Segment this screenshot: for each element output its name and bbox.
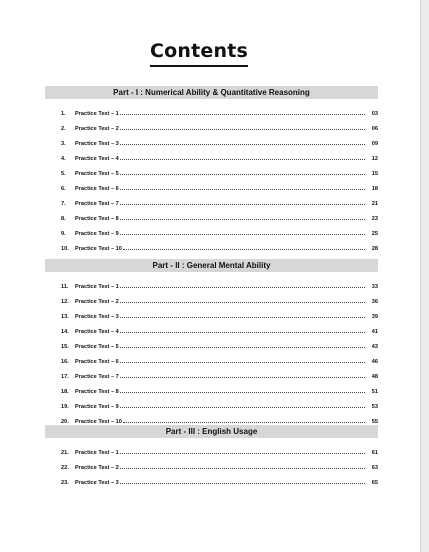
toc-entry[interactable] <box>45 456 378 471</box>
toc-entry[interactable] <box>45 132 378 147</box>
entry-label: Practice Test – 5 <box>75 171 119 177</box>
toc-entry[interactable] <box>45 335 378 350</box>
toc-entry[interactable] <box>45 237 378 252</box>
dot-leader <box>120 219 365 220</box>
entry-number: 13. <box>61 314 69 320</box>
entry-label: Practice Test – 6 <box>75 359 119 365</box>
toc-entry[interactable] <box>45 162 378 177</box>
entry-number: 12. <box>61 299 69 305</box>
toc-entry[interactable] <box>45 177 378 192</box>
entry-number: 9. <box>61 231 66 237</box>
dot-leader <box>120 317 365 318</box>
entry-page: 28 <box>371 246 378 252</box>
dot-leader <box>120 468 365 469</box>
part-3-section <box>45 425 378 486</box>
entry-page: 53 <box>371 404 378 410</box>
entry-page: 09 <box>371 141 378 147</box>
toc-entry[interactable] <box>45 365 378 380</box>
entry-number: 22. <box>61 465 69 471</box>
toc-entry[interactable] <box>45 380 378 395</box>
dot-leader <box>120 377 365 378</box>
dot-leader <box>123 249 365 250</box>
entry-page: 15 <box>371 171 378 177</box>
title-wrapper <box>0 40 398 67</box>
dot-leader <box>120 362 365 363</box>
entry-number: 18. <box>61 389 69 395</box>
entry-page: 65 <box>371 480 378 486</box>
entry-label: Practice Test – 1 <box>75 450 119 456</box>
dot-leader <box>120 453 365 454</box>
toc-entry[interactable] <box>45 275 378 290</box>
entry-page: 23 <box>371 216 378 222</box>
toc-entry[interactable] <box>45 471 378 486</box>
entry-label: Practice Test – 4 <box>75 329 119 335</box>
dot-leader <box>120 347 365 348</box>
dot-leader <box>120 159 365 160</box>
entry-number: 17. <box>61 374 69 380</box>
entry-number: 1. <box>61 111 66 117</box>
toc-entry[interactable] <box>45 290 378 305</box>
dot-leader <box>120 332 365 333</box>
toc-entry[interactable] <box>45 222 378 237</box>
toc-entry[interactable] <box>45 410 378 425</box>
entry-number: 15. <box>61 344 69 350</box>
part-1-section <box>45 86 378 252</box>
entry-label: Practice Test – 3 <box>75 314 119 320</box>
entry-page: 51 <box>371 389 378 395</box>
entry-number: 14. <box>61 329 69 335</box>
entry-number: 20. <box>61 419 69 425</box>
page-title: Contents <box>150 40 248 67</box>
dot-leader <box>120 204 365 205</box>
dot-leader <box>120 407 365 408</box>
toc-entry[interactable] <box>45 207 378 222</box>
entry-label: Practice Test – 7 <box>75 374 119 380</box>
dot-leader <box>120 234 365 235</box>
entry-number: 4. <box>61 156 66 162</box>
entry-page: 61 <box>371 450 378 456</box>
entry-label: Practice Test – 5 <box>75 344 119 350</box>
entry-page: 06 <box>371 126 378 132</box>
entry-label: Practice Test – 3 <box>75 480 119 486</box>
dot-leader <box>120 392 365 393</box>
entry-page: 21 <box>371 201 378 207</box>
part-2-section <box>45 259 378 425</box>
dot-leader <box>120 302 365 303</box>
dot-leader <box>120 483 365 484</box>
toc-entry[interactable] <box>45 147 378 162</box>
entry-label: Practice Test – 9 <box>75 231 119 237</box>
entry-page: 43 <box>371 344 378 350</box>
toc-entry[interactable] <box>45 102 378 117</box>
entry-page: 55 <box>371 419 378 425</box>
entry-label: Practice Test – 10 <box>75 246 122 252</box>
toc-entry[interactable] <box>45 395 378 410</box>
entry-label: Practice Test – 4 <box>75 156 119 162</box>
entry-page: 48 <box>371 374 378 380</box>
part-1-header: Part - I : Numerical Ability & Quantitative Reasoning <box>45 86 378 99</box>
dot-leader <box>120 144 365 145</box>
entry-label: Practice Test – 2 <box>75 299 119 305</box>
toc-entry[interactable] <box>45 320 378 335</box>
toc-entry[interactable] <box>45 305 378 320</box>
entry-number: 8. <box>61 216 66 222</box>
viewer-edge <box>420 0 429 552</box>
entry-label: Practice Test – 9 <box>75 404 119 410</box>
entry-label: Practice Test – 10 <box>75 419 122 425</box>
dot-leader <box>120 287 365 288</box>
toc-entry[interactable] <box>45 441 378 456</box>
part-2-header: Part - II : General Mental Ability <box>45 259 378 272</box>
entry-page: 18 <box>371 186 378 192</box>
entry-number: 7. <box>61 201 66 207</box>
dot-leader <box>120 189 365 190</box>
entry-number: 3. <box>61 141 66 147</box>
toc-entry[interactable] <box>45 192 378 207</box>
entry-page: 46 <box>371 359 378 365</box>
entry-number: 21. <box>61 450 69 456</box>
entry-number: 19. <box>61 404 69 410</box>
entry-page: 41 <box>371 329 378 335</box>
entry-number: 11. <box>61 284 69 290</box>
entry-page: 36 <box>371 299 378 305</box>
dot-leader <box>120 129 365 130</box>
toc-entry[interactable] <box>45 117 378 132</box>
entry-label: Practice Test – 2 <box>75 465 119 471</box>
entry-label: Practice Test – 8 <box>75 389 119 395</box>
entry-label: Practice Test – 1 <box>75 284 119 290</box>
entry-page: 63 <box>371 465 378 471</box>
entry-label: Practice Test – 8 <box>75 216 119 222</box>
part-3-header: Part - III : English Usage <box>45 425 378 438</box>
entry-number: 5. <box>61 171 66 177</box>
entry-label: Practice Test – 2 <box>75 126 119 132</box>
entry-page: 33 <box>371 284 378 290</box>
entry-number: 10. <box>61 246 69 252</box>
toc-entry[interactable] <box>45 350 378 365</box>
entry-label: Practice Test – 6 <box>75 186 119 192</box>
entry-page: 39 <box>371 314 378 320</box>
entry-number: 6. <box>61 186 66 192</box>
entry-page: 03 <box>371 111 378 117</box>
dot-leader <box>120 174 365 175</box>
entry-page: 12 <box>371 156 378 162</box>
entry-label: Practice Test – 7 <box>75 201 119 207</box>
entry-number: 2. <box>61 126 66 132</box>
entry-label: Practice Test – 3 <box>75 141 119 147</box>
entry-number: 23. <box>61 480 69 486</box>
entry-number: 16. <box>61 359 69 365</box>
entry-page: 25 <box>371 231 378 237</box>
dot-leader <box>123 422 365 423</box>
dot-leader <box>120 114 365 115</box>
entry-label: Practice Test – 1 <box>75 111 119 117</box>
